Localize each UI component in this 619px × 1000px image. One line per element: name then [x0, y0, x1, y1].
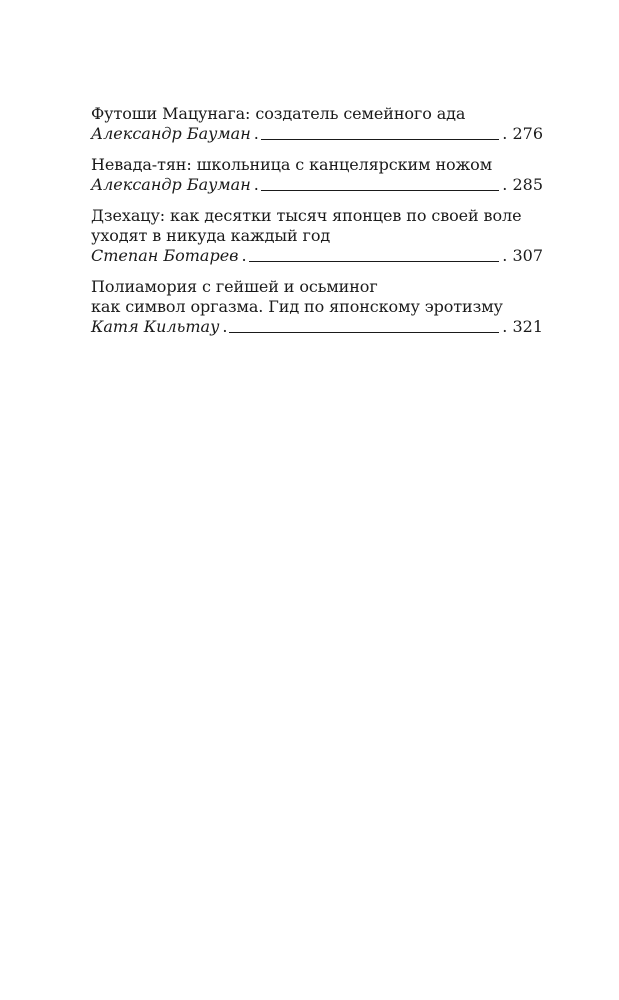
entry-title-continued: уходят в никуда каждый год — [91, 226, 331, 245]
entry-title-continued: как символ оргазма. Гид по японскому эротизму — [91, 297, 503, 316]
author-dot: . — [241, 246, 247, 265]
entry-author-line — [91, 175, 543, 195]
author-dot: . — [222, 317, 228, 336]
toc-entry[interactable] — [91, 155, 543, 195]
entry-title: Полиамория с гейшей и осьминог — [91, 277, 378, 296]
entry-author-line — [91, 317, 543, 337]
entry-title: Дзехацу: как десятки тысяч японцев по своей воле — [91, 206, 522, 225]
author-dot: . — [253, 124, 259, 143]
dot-leader — [249, 261, 500, 262]
author-dot: . — [253, 175, 259, 194]
entry-page-number: . 307 — [502, 246, 543, 265]
dot-leader — [261, 139, 499, 140]
entry-title: Футоши Мацунага: создатель семейного ада — [91, 104, 466, 123]
toc-entry[interactable] — [91, 104, 543, 144]
table-of-contents — [91, 104, 543, 348]
entry-title: Невада-тян: школьница с канцелярским ножом — [91, 155, 493, 174]
entry-author-line — [91, 124, 543, 144]
entry-author: Катя Кильтау — [91, 317, 220, 336]
entry-author-line — [91, 246, 543, 266]
entry-author: Александр Бауман — [91, 124, 251, 143]
entry-author: Александр Бауман — [91, 175, 251, 194]
toc-entry[interactable] — [91, 277, 543, 337]
dot-leader — [261, 190, 499, 191]
entry-page-number: . 285 — [502, 175, 543, 194]
dot-leader — [229, 332, 499, 333]
entry-page-number: . 276 — [502, 124, 543, 143]
entry-author: Степан Ботарев — [91, 246, 239, 265]
entry-page-number: . 321 — [502, 317, 543, 336]
toc-entry[interactable] — [91, 206, 543, 266]
